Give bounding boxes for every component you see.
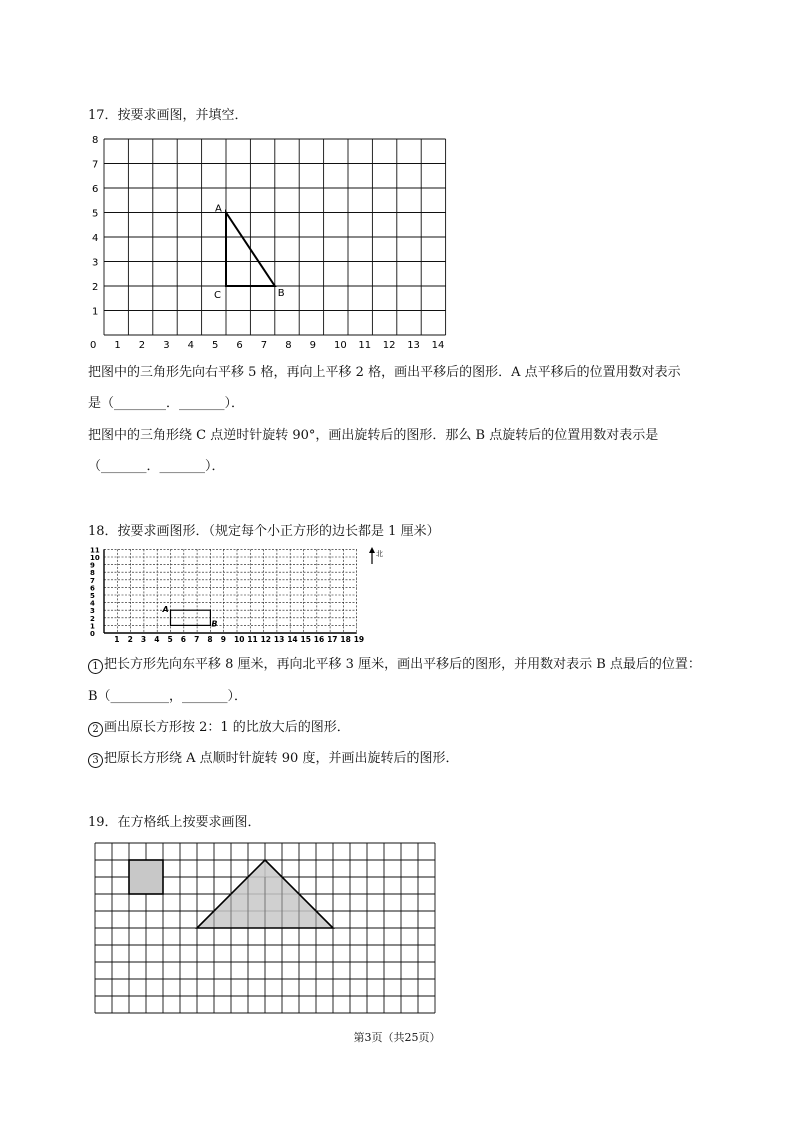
north-label: 北	[376, 550, 383, 558]
y-tick-label: 10	[90, 554, 100, 562]
y-tick-label: 2	[92, 282, 99, 293]
north-arrow-head	[369, 547, 375, 553]
q18-item1-answer: B（_________，_______）．	[88, 689, 248, 704]
x-tick-label: 5	[212, 340, 219, 351]
y-tick-label: 9	[90, 561, 95, 570]
y-tick-label: 3	[92, 257, 99, 269]
x-tick-label: 1	[114, 340, 121, 351]
y-tick-label: 8	[90, 569, 95, 578]
point-a-label: A	[215, 203, 222, 215]
q17-line4: （_______．_______）．	[88, 459, 225, 474]
x-tick-label: 16	[313, 635, 325, 644]
x-tick-label: 17	[327, 635, 338, 644]
item-number-3: 3	[88, 753, 103, 768]
q18-item1	[88, 656, 738, 674]
q18-item3-text: 把原长方形绕 A 点顺时针旋转 90 度，并画出旋转后的图形．	[104, 751, 459, 766]
x-tick-label: 7	[260, 340, 268, 351]
y-tick-label: 1	[92, 306, 99, 318]
item-number-1: 1	[88, 659, 103, 674]
q19-title: 19．在方格纸上按要求画图．	[88, 815, 261, 830]
y-tick-label: 7	[90, 576, 95, 585]
x-tick-label: 19	[353, 635, 365, 644]
x-tick-label: 14	[287, 635, 298, 644]
q17-line1: 把图中的三角形先向右平移 5 格，再向上平移 2 格，画出平移后的图形．A 点平移后的位置用数对表示	[88, 365, 681, 380]
q17-coordinate-grid	[88, 130, 458, 355]
y-tick-label: 6	[90, 584, 95, 593]
x-tick-label: 3	[163, 340, 170, 351]
q18-coordinate-grid	[88, 546, 398, 646]
q18-item3	[88, 750, 458, 768]
q18-title: 18．按要求画图形．（规定每个小正方形的边长都是 1 厘米）	[88, 524, 440, 539]
x-tick-label: 13	[407, 340, 420, 351]
q17-line2: 是（________．_______）．	[88, 396, 245, 411]
x-tick-label: 2	[138, 340, 146, 351]
point-b-label: B	[277, 288, 285, 299]
original-rectangle	[171, 610, 211, 625]
x-tick-label: 6	[180, 635, 187, 644]
x-tick-label: 11	[247, 635, 258, 644]
y-tick-label: 4	[92, 233, 99, 244]
x-tick-label: 8	[207, 635, 213, 644]
y-tick-label: 0	[90, 630, 95, 638]
x-tick-label: 10	[334, 340, 347, 351]
x-tick-label: 7	[194, 635, 200, 644]
x-tick-label: 15	[300, 635, 311, 644]
y-tick-label: 8	[92, 135, 99, 146]
point-c-label: C	[214, 290, 221, 301]
x-tick-label: 11	[358, 340, 372, 351]
x-tick-label: 9	[309, 340, 316, 351]
y-tick-label: 7	[92, 159, 99, 171]
x-tick-label: 9	[220, 635, 226, 644]
q18-item1-text: 把长方形先向东平移 8 厘米，再向北平移 3 厘米，画出平移后的图形，并用数对表示 B 点最后的位置：	[104, 657, 701, 672]
x-tick-label: 18	[340, 635, 351, 644]
x-tick-label: 0	[90, 340, 97, 351]
x-tick-label: 2	[127, 635, 133, 644]
x-tick-label: 1	[114, 635, 120, 644]
x-tick-label: 8	[285, 340, 292, 351]
square-shape	[129, 860, 163, 894]
q18-item2	[88, 719, 350, 737]
q17-title: 17．按要求画图，并填空．	[88, 108, 248, 123]
point-a-label: A	[162, 605, 169, 615]
x-tick-label: 4	[187, 340, 194, 351]
q17-line3: 把图中的三角形绕 C 点逆时针旋转 90°，画出旋转后的图形．那么 B 点旋转后的位置用数对表示是	[88, 428, 659, 443]
item-number-2: 2	[88, 722, 103, 737]
y-tick-label: 1	[90, 622, 95, 631]
y-tick-label: 2	[90, 614, 95, 623]
x-tick-label: 14	[431, 340, 445, 351]
q18-item2-text: 画出原长方形按 2：1 的比放大后的图形．	[104, 720, 350, 735]
y-tick-label: 5	[90, 592, 95, 600]
page-footer: 第3页（共25页）	[353, 1031, 441, 1044]
y-tick-label: 4	[90, 599, 95, 608]
y-tick-label: 3	[90, 607, 95, 616]
x-tick-label: 4	[154, 635, 160, 644]
x-tick-label: 3	[140, 635, 147, 644]
y-tick-label: 5	[92, 208, 99, 220]
x-tick-label: 5	[167, 635, 173, 644]
q19-square-grid	[94, 842, 439, 1017]
x-tick-label: 12	[260, 635, 272, 644]
x-tick-label: 13	[273, 635, 285, 644]
point-b-label: B	[211, 619, 218, 629]
x-tick-label: 10	[234, 635, 245, 644]
y-tick-label: 11	[90, 546, 100, 555]
x-tick-label: 12	[382, 340, 396, 351]
x-tick-label: 6	[236, 340, 243, 351]
y-tick-label: 6	[92, 184, 99, 195]
